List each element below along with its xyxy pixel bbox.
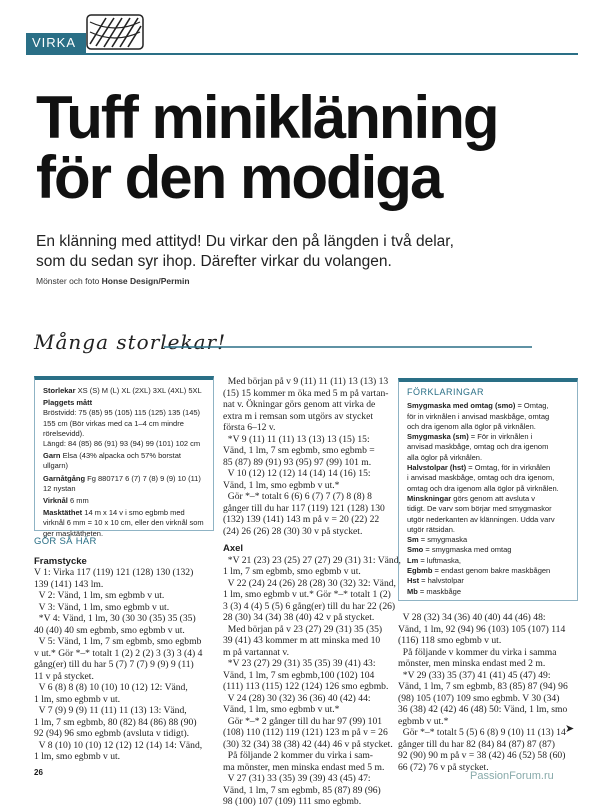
- instructions-col1: [34, 536, 216, 763]
- instructions-col2: [223, 376, 401, 808]
- abbreviation-line: Hst = halvstolpar: [407, 576, 464, 586]
- instruction-line: första 6–12 v.: [223, 422, 276, 433]
- abbreviation-line: omtag och dra igenom alla öglor på virknålen.: [407, 483, 559, 493]
- abbreviation-line: anvisad maskbåge, omtag och dra igenom: [407, 442, 549, 452]
- instruction-line: (108) 110 (112) 119 (121) 123 m på v = 26: [223, 727, 388, 738]
- category-label: VIRKA: [26, 33, 86, 53]
- instruction-line: V 3: Vänd, 1 lm, smo egbmb v ut.: [34, 601, 170, 613]
- instruction-line: V 7 (9) 9 (9) 11 (11) 11 (13) 13: Vänd,: [34, 705, 187, 716]
- instruction-line: Med början på v 23 (27) 29 (31) 35 (35): [223, 623, 383, 635]
- instruction-line: nat v. Ökningar görs genom att virka de: [223, 399, 376, 410]
- instruction-line: 139 (141) 143 lm.: [34, 578, 104, 590]
- instruction-line: *V 4: Vänd, 1 lm, 30 (30 30 (35) 35 (35): [34, 613, 196, 624]
- instruction-line: gång(er) till du har 5 (7) 7 (7) 9 (9) 9 (11): [34, 659, 194, 670]
- instruction-line: Vänd, 1 lm, 7 sm egbmb, smo egbmb =: [223, 445, 375, 456]
- instructions-col3: [398, 612, 578, 773]
- instruction-line: V 28 (32) 34 (36) 40 (40) 44 (46) 48:: [398, 612, 546, 623]
- header: [0, 0, 604, 62]
- instruction-line: Vänd, 1 lm, 7 sm egbmb,100 (102) 104: [223, 669, 375, 681]
- instruction-line: Gör *–* totalt 5 (5) 6 (8) 9 (10) 11 (13) 14: [398, 727, 566, 738]
- instruction-line: Gör *–* 2 gånger till du har 97 (99) 101: [223, 715, 383, 727]
- instruction-line: 3 (3) 4 (4) 5 (5) 6 gång(er) till du har 22 (26): [223, 600, 396, 612]
- instruction-line: extra m i remsan som utgörs av stycket: [223, 410, 374, 422]
- instruction-line: 11 v på stycket.: [34, 670, 94, 682]
- lead-text: En klänning med attityd! Du virkar den på längden i två delar, som du sedan syr ihop. Därefter virkar du volangen.: [36, 233, 454, 270]
- instruction-line: gånger till du har 82 (84) 84 (87) 87 (87): [398, 738, 555, 750]
- instruction-line: V 24 (28) 30 (32) 36 (36) 40 (42) 44:: [223, 692, 371, 704]
- abbreviation-line: Smo = smygmaska med omtag: [407, 545, 512, 555]
- instruction-line: V 27 (31) 33 (35) 39 (39) 43 (45) 47:: [223, 773, 371, 784]
- materials-box: Storlekar XS (S) M (L) XL (2XL) 3XL (4XL) 5XL Plaggets mått Bröstvidd: 75 (85) 95 (105) 115 (125) 135 (145) 155 cm (Bör virkas med ca 1–4 cm mindre rörelsevidd). Längd: 84 (85) 86 (91) 93 (94) 99 (101) 102 cm Garn Elsa (43% alpacka och 57% borstat ullgarn) Garnåtgång Fg 880717 6 (7) 7 (8) 9 (9) 10 (11) 12 nystan Virknål 6 mm Masktäthet 14 m x 14 v i smo egbmb med virknål 6 mm = 10 x 10 cm, eller den virknål som ger masktätheten.: [34, 376, 214, 531]
- instruction-line: v ut.* Gör *–* totalt 1 (2) 2 (2) 3 (3) 3 (4) 4: [34, 647, 203, 659]
- how-heading: GÖR SÅ HÄR: [34, 536, 97, 547]
- instruction-line: 85 (87) 89 (91) 93 (95) 97 (99) 101 m.: [223, 456, 372, 468]
- watermark: PassionForum.ru: [470, 770, 554, 782]
- instruction-line: V 2: Vänd, 1 lm, sm egbmb v ut.: [34, 590, 165, 601]
- abbreviation-line: Halvstolpar (hst) = Omtag, för in virknålen: [407, 463, 551, 473]
- instruction-line: 92 (90) 90 m på v = 38 (42) 46 (52) 58 (60): [398, 750, 566, 761]
- instruction-line: egbmb v ut.*: [398, 715, 449, 727]
- abbreviations-box: FÖRKLARINGAR Smygmaska med omtag (smo) = Omtag, för in virknålen i anvisad maskbåge, omtag och dra igenom alla öglor på virknålen. Smygmaska (sm) = För in virknålen i anvisad maskbåge, omtag och dra igenom alla öglor på virknålen. Halvstolpar (hst) = Omtag, för in virknålen i anvisad maskbåge, omtag och dra igenom, omtag och dra igenom alla öglor på virknålen. Minskningar görs genom att avsluta v tidigt. De varv som börjar med smygmaskor utgör nederkanten av klänningen. Udda varv utgör rätsidan. Sm = smygmaska Smo = smygmaska med omtag Lm = luftmaska, Egbmb = endast genom bakre maskbågen Hst = halvstolpar Mb = maskbåge: [398, 378, 578, 601]
- instruction-line: 1 lm, 7 sm egbmb, 80 (82) 84 (86) 88 (90): [34, 716, 197, 728]
- instruction-line: 1 lm, smo egbmb v ut.* Gör *–* totalt 1 (2): [223, 589, 391, 600]
- script-heading: Många storlekar!: [34, 330, 227, 354]
- instruction-line: V 8 (10) 10 (10) 12 (12) 12 (14) 14: Vänd,: [34, 739, 203, 751]
- abbreviation-line: Mb = maskbåge: [407, 586, 461, 596]
- instruction-line: 40 (40) 40 sm egbmb, smo egbmb v ut.: [34, 624, 185, 636]
- instruction-line: Vänd, 1 lm, 92 (94) 96 (103) 105 (107) 114: [398, 623, 566, 635]
- instruction-line: 1 lm, smo egbmb v ut.: [34, 751, 121, 762]
- abbreviation-line: alla öglor på virknålen.: [407, 452, 483, 462]
- abbreviation-line: Smygmaska (sm) = För in virknålen i: [407, 432, 533, 442]
- instruction-line: 1 lm, 7 sm egbmb, smo egbmb v ut.: [223, 566, 361, 577]
- header-rule: [26, 53, 578, 55]
- page-number: 26: [34, 768, 43, 777]
- instruction-line: (24) 26 (26) 28 (30) 30 v på stycket.: [223, 525, 363, 537]
- instruction-line: ma mönster, men minska endast med 5 m.: [223, 761, 385, 773]
- page-title: Tuff miniklänning för den modiga: [36, 84, 498, 211]
- instruction-line: Vänd, 1 lm, 7 sm egbmb, 83 (85) 87 (94) 96: [398, 681, 568, 692]
- abbreviation-line: för in virknålen i anvisad maskbåge, omtag: [407, 411, 550, 421]
- abbreviation-line: utgör nederkanten av klänningen. Udda varv: [407, 514, 555, 524]
- abbreviation-line: Egbmb = endast genom bakre maskbågen: [407, 566, 551, 576]
- instruction-line: (111) 113 (115) 122 (124) 126 smo egbmb.: [223, 681, 389, 692]
- abbreviation-line: Minskningar görs genom att avsluta v: [407, 493, 535, 503]
- instruction-line: Med början på v 9 (11) 11 (11) 13 (13) 13: [223, 376, 389, 387]
- front-heading: Framstycke: [34, 555, 87, 567]
- abbreviation-line: Sm = smygmaska: [407, 535, 468, 545]
- instruction-line: V 5: Vänd, 1 lm, 7 sm egbmb, smo egbmb: [34, 636, 202, 647]
- instruction-line: *V 29 (33) 35 (37) 41 (41) 45 (47) 49:: [398, 669, 551, 681]
- instruction-line: 98 (100) 107 (109) 111 smo egbmb.: [223, 796, 362, 807]
- abbreviation-line: Lm = luftmaska,: [407, 555, 461, 565]
- instruction-line: Vänd, 1 lm, 7 sm egbmb, 85 (87) 89 (96): [223, 784, 381, 796]
- instruction-line: V 1: Virka 117 (119) 121 (128) 130 (132): [34, 567, 194, 578]
- instruction-line: (132) 139 (141) 143 m på v = 20 (22) 22: [223, 514, 380, 525]
- abbreviation-line: tidigt. De varv som börjar med smygmaskor: [407, 504, 552, 514]
- instruction-line: Vänd, 1 lm, smo egbmb v ut.*: [223, 704, 340, 715]
- instruction-line: På följande 2 kommer du virka i sam-: [223, 750, 374, 761]
- abbreviation-line: och dra igenom alla öglor på virknålen.: [407, 421, 536, 431]
- section-divider: [36, 343, 532, 351]
- instruction-line: På följande v kommer du virka i samma: [398, 646, 557, 658]
- instruction-line: Vänd, 1 lm, smo egbmb v ut.*: [223, 479, 340, 491]
- instruction-line: *V 9 (11) 11 (11) 13 (13) 13 (15) 15:: [223, 433, 370, 445]
- instruction-line: 36 (38) 42 (42) 46 (48) 50: Vänd, 1 lm, smo: [398, 704, 568, 715]
- yarn-ball-icon: [86, 14, 144, 50]
- instruction-line: (116) 118 smo egbmb v ut.: [398, 635, 502, 646]
- instruction-line: V 10 (12) 12 (12) 14 (14) 14 (16) 15:: [223, 468, 371, 479]
- instruction-line: (98) 105 (107) 109 smo egbmb. V 30 (34): [398, 692, 560, 704]
- instruction-line: 92 (94) 96 smo egbmb (avsluta v tidigt).: [34, 728, 190, 739]
- instruction-line: (15) 15 kommer m öka med 5 m på vartan-: [223, 387, 389, 399]
- instruction-line: (30) 32 (34) 38 (38) 42 (44) 46 v på stycket.: [223, 738, 393, 750]
- instruction-line: V 6 (8) 8 (8) 10 (10) 10 (12) 12: Vänd,: [34, 682, 188, 693]
- instruction-line: 66 (72) 76 v på stycket.: [398, 761, 489, 773]
- abbreviation-line: Smygmaska med omtag (smo) = Omtag,: [407, 401, 549, 411]
- abbreviation-line: i anvisad maskbåge, omtag och dra igenom,: [407, 473, 555, 483]
- instruction-line: 1 lm, smo egbmb v ut.: [34, 693, 121, 705]
- instruction-line: Gör *–* totalt 6 (6) 6 (7) 7 (7) 8 (8) 8: [223, 491, 372, 502]
- instruction-line: Axel: [223, 543, 244, 554]
- instruction-line: *V 23 (27) 29 (31) 35 (35) 39 (41) 43:: [223, 658, 376, 669]
- continue-arrow-icon: ➤: [565, 723, 575, 735]
- instruction-line: m på vartannat v.: [223, 646, 289, 658]
- instruction-line: 28 (30) 34 (34) 38 (40) 42 v på stycket.: [223, 612, 375, 623]
- instruction-line: 39 (41) 43 kommer m att minska med 10: [223, 635, 381, 646]
- instruction-line: V 22 (24) 24 (26) 28 (28) 30 (32) 32: Vänd,: [223, 577, 396, 589]
- instruction-line: mönster, men minska endast med 2 m.: [398, 658, 546, 669]
- instruction-line: *V 21 (23) 23 (25) 27 (27) 29 (31) 31: Vänd,: [223, 554, 401, 566]
- instruction-line: gånger till du har 117 (119) 121 (128) 130: [223, 502, 385, 514]
- credit: Mönster och foto Honse Design/Permin: [36, 276, 190, 286]
- abbreviation-line: utgör rätsidan.: [407, 524, 455, 534]
